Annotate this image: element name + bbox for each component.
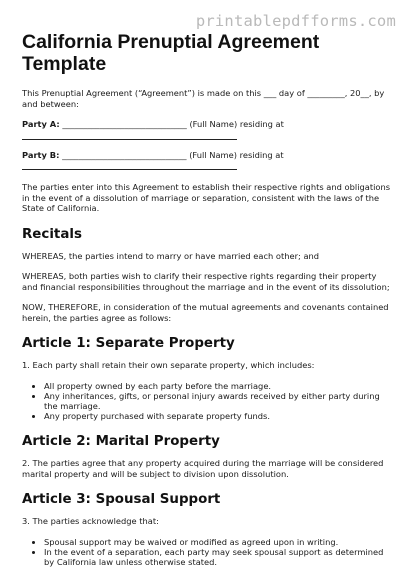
recital-3: NOW, THEREFORE, in consideration of the mutual agreements and covenants contained herein, the parties agree as follows: — [22, 302, 389, 323]
party-a-label: Party A: — [22, 119, 60, 129]
document-page — [22, 31, 394, 567]
parties-paragraph: The parties enter into this Agreement to establish their respective rights and obligations in the event of a dissolution of marriage or separation, consistent with the laws of the State of California. — [22, 182, 391, 213]
article-3-list — [22, 537, 394, 567]
party-b-blank: ______________________________ — [59, 149, 187, 160]
article-3-lead: 3. The parties acknowledge that: — [22, 516, 159, 527]
recital-2: WHEREAS, both parties wish to clarify their respective rights regarding their property and financial responsibilities throughout the marriage and in the event of its dissolution; — [22, 271, 390, 292]
party-a-blank: ______________________________ — [59, 119, 187, 129]
article-2-heading: Article 2: Marital Property — [22, 434, 220, 450]
watermark: printablepdfforms.com — [195, 12, 396, 30]
party-a-line — [22, 119, 394, 130]
party-b-suffix: (Full Name) residing at — [186, 149, 284, 160]
list-item: • All property owned by each party before the marriage. — [44, 381, 394, 391]
article-2-text: 2. The parties agree that any property acquired during the marriage will be considered marital property and will be subject to division upon dissolution. — [22, 458, 384, 479]
list-item: • Any inheritances, gifts, or personal injury awards received by either party during the marriage. — [44, 391, 394, 411]
recital-1: WHEREAS, the parties intend to marry or have married each other; and — [22, 250, 320, 261]
party-b-address-line — [22, 160, 237, 170]
party-b-line — [22, 150, 394, 161]
title-line-1: California Prenuptial Agreement — [22, 31, 320, 53]
intro-paragraph: This Prenuptial Agreement (“Agreement”) is made on this ___ day of _________, 20__, by and between: — [22, 88, 385, 109]
title-line-2: Template — [22, 53, 107, 75]
recitals-heading: Recitals — [22, 226, 82, 242]
list-item: • Spousal support may be waived or modified as agreed upon in writing. — [44, 537, 394, 547]
list-item: • Any property purchased with separate property funds. — [44, 411, 394, 421]
list-item: • In the event of a separation, each party may seek spousal support as determined by California law unless otherwise stated. — [44, 547, 394, 567]
party-b-label: Party B: — [22, 149, 60, 160]
article-1-heading: Article 1: Separate Property — [22, 336, 235, 351]
article-1-lead: 1. Each party shall retain their own separate property, which includes: — [22, 360, 315, 370]
article-3-heading: Article 3: Spousal Support — [22, 492, 221, 508]
party-a-suffix: (Full Name) residing at — [186, 119, 284, 129]
document-title — [22, 31, 394, 75]
party-a-address-line — [22, 130, 237, 140]
article-1-list — [22, 381, 394, 422]
